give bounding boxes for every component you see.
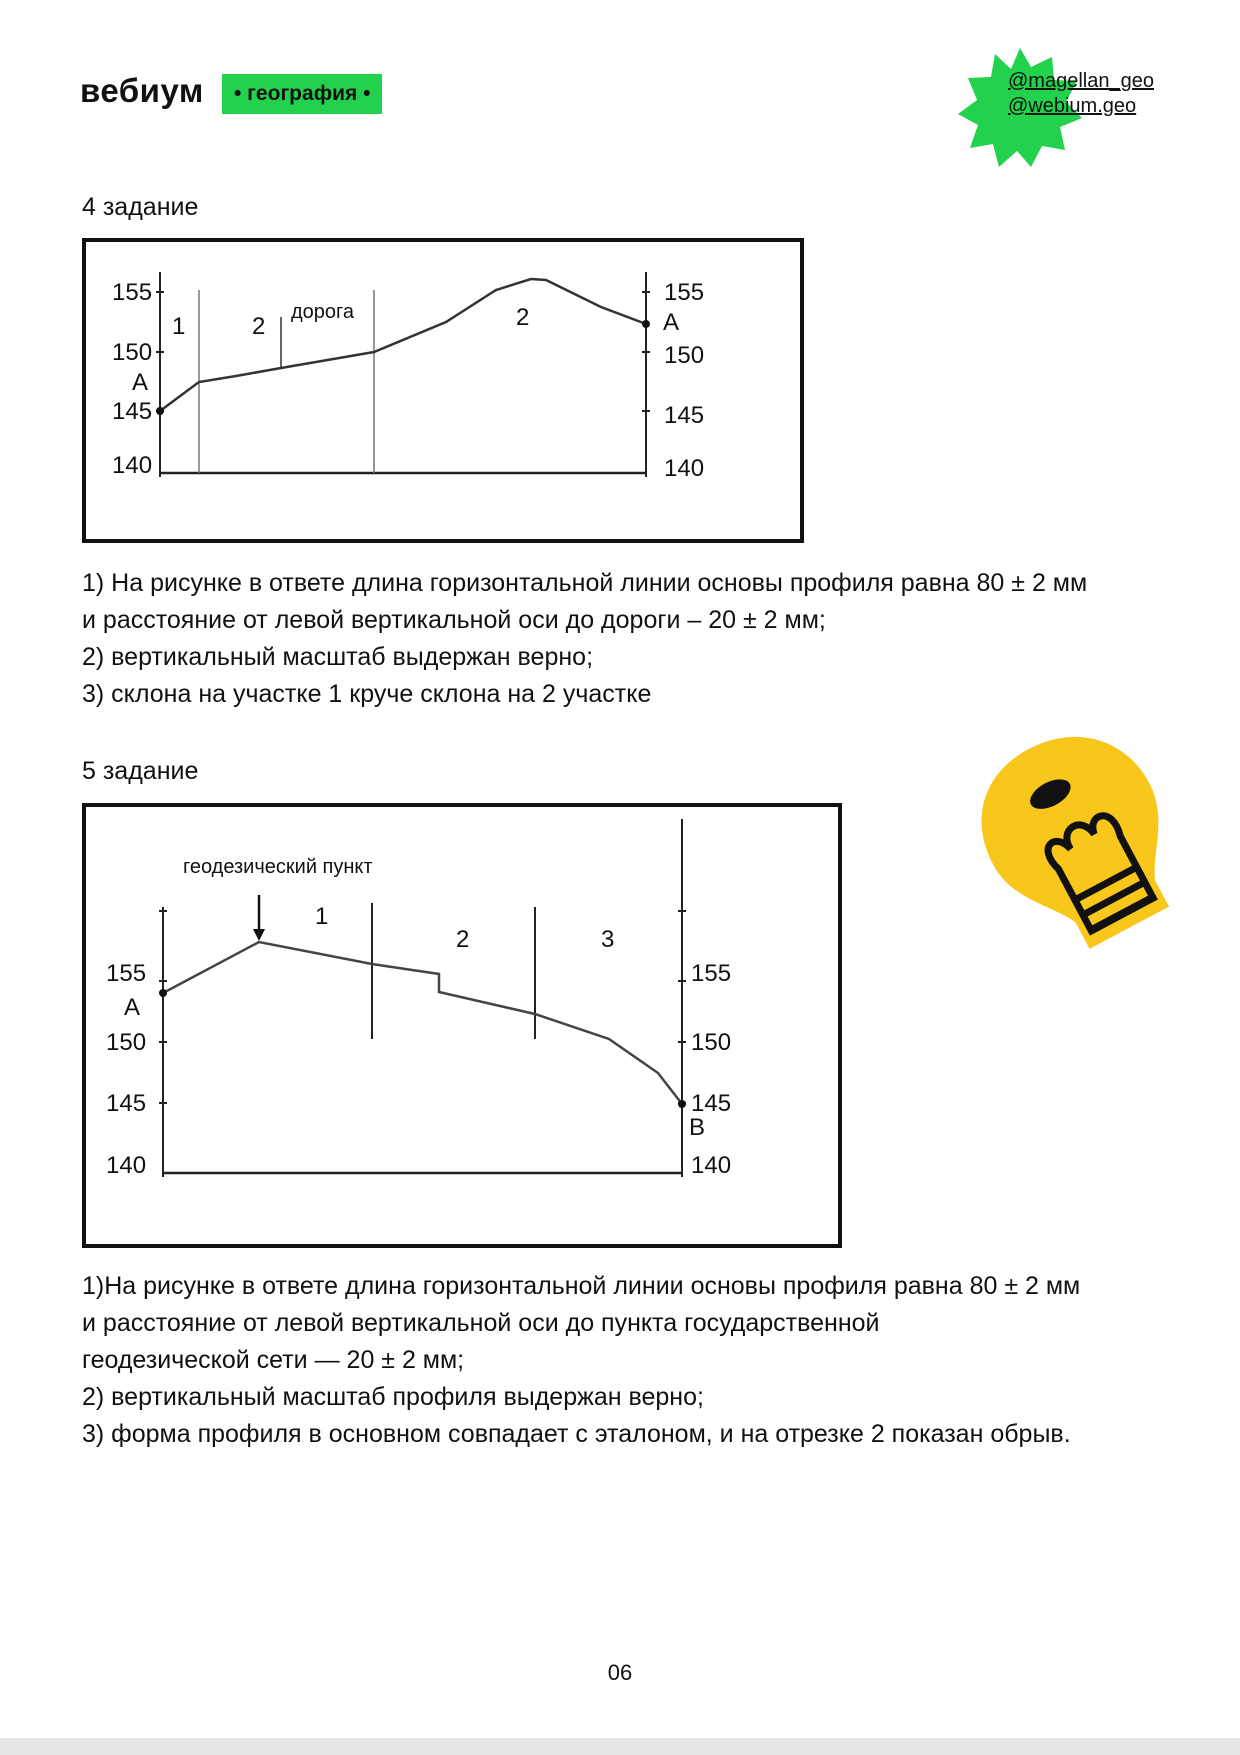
t5-geodetic-label: геодезический пункт bbox=[183, 856, 373, 878]
t4-profile-line bbox=[160, 279, 646, 411]
t4-point-a-right bbox=[642, 320, 650, 328]
t4-left-tick-150: 150 bbox=[112, 339, 153, 366]
task4-profile-figure bbox=[82, 238, 804, 543]
bottom-divider bbox=[0, 1738, 1240, 1755]
t5-left-tick-155: 155 bbox=[106, 960, 147, 987]
t5-point-b-label: В bbox=[689, 1114, 706, 1141]
t5-right-tick-140: 140 bbox=[691, 1152, 732, 1179]
task5-profile-figure bbox=[82, 803, 842, 1248]
t5-segment-2-label: 2 bbox=[456, 926, 470, 953]
task4-criterion-line: и расстояние от левой вертикальной оси до дороги – 20 ± 2 мм; bbox=[82, 606, 826, 634]
lightbulb-icon bbox=[975, 725, 1195, 985]
t4-point-a-right-label: А bbox=[663, 309, 680, 336]
t4-right-tick-150: 150 bbox=[664, 342, 705, 369]
t4-point-a-left-label: А bbox=[132, 369, 149, 396]
task5-criterion-line: 3) форма профиля в основном совпадает с эталоном, и на отрезке 2 показан обрыв. bbox=[82, 1420, 1071, 1448]
task4-criterion-line: 1) На рисунке в ответе длина горизонтальной линии основы профиля равна 80 ± 2 мм bbox=[82, 569, 1088, 597]
task4-title: 4 задание bbox=[82, 193, 199, 221]
task4-criterion-line: 2) вертикальный масштаб выдержан верно; bbox=[82, 643, 594, 671]
t4-right-tick-145: 145 bbox=[664, 402, 705, 429]
t5-right-tick-155: 155 bbox=[691, 960, 732, 987]
t4-right-tick-155: 155 bbox=[664, 279, 705, 306]
t4-segment-2b-label: 2 bbox=[516, 304, 530, 331]
t5-segment-3-label: 3 bbox=[601, 926, 615, 953]
t5-point-b bbox=[678, 1100, 686, 1108]
brand-logo: вебиум bbox=[80, 72, 204, 109]
t5-left-tick-140: 140 bbox=[106, 1152, 147, 1179]
task4-criteria bbox=[82, 565, 1182, 713]
t4-road-label: дорога bbox=[291, 301, 355, 323]
t5-profile-line bbox=[163, 942, 682, 1104]
handle-webium[interactable]: @webium.geo bbox=[1008, 95, 1137, 117]
t4-left-tick-155: 155 bbox=[112, 279, 153, 306]
t4-segment-1-label: 1 bbox=[172, 313, 186, 340]
t5-right-tick-150: 150 bbox=[691, 1029, 732, 1056]
t5-right-tick-145: 145 bbox=[691, 1090, 732, 1117]
t4-right-tick-140: 140 bbox=[664, 455, 705, 482]
t4-left-tick-145: 145 bbox=[112, 398, 153, 425]
task4-criterion-line: 3) склона на участке 1 круче склона на 2 участке bbox=[82, 680, 652, 708]
t5-point-a bbox=[159, 989, 167, 997]
t5-left-tick-145: 145 bbox=[106, 1090, 147, 1117]
t4-point-a-left bbox=[156, 407, 164, 415]
arrow-down-icon bbox=[253, 929, 265, 941]
handle-magellan[interactable]: @magellan_geo bbox=[1008, 70, 1154, 92]
task5-criterion-line: 2) вертикальный масштаб профиля выдержан верно; bbox=[82, 1383, 704, 1411]
subject-tag: • география • bbox=[222, 74, 382, 114]
t4-segment-2-label: 2 bbox=[252, 313, 266, 340]
task5-criterion-line: 1)На рисунке в ответе длина горизонтальной линии основы профиля равна 80 ± 2 мм bbox=[82, 1272, 1081, 1300]
t5-point-a-label: А bbox=[124, 994, 141, 1021]
t5-segment-1-label: 1 bbox=[315, 903, 329, 930]
t4-left-tick-140: 140 bbox=[112, 452, 153, 479]
task5-criteria bbox=[82, 1268, 1182, 1453]
task5-title: 5 задание bbox=[82, 757, 199, 785]
task5-criterion-line: и расстояние от левой вертикальной оси до пункта государственной bbox=[82, 1309, 880, 1337]
t5-left-tick-150: 150 bbox=[106, 1029, 147, 1056]
page-number: 06 bbox=[607, 1660, 633, 1685]
task5-criterion-line: геодезической сети — 20 ± 2 мм; bbox=[82, 1346, 465, 1374]
